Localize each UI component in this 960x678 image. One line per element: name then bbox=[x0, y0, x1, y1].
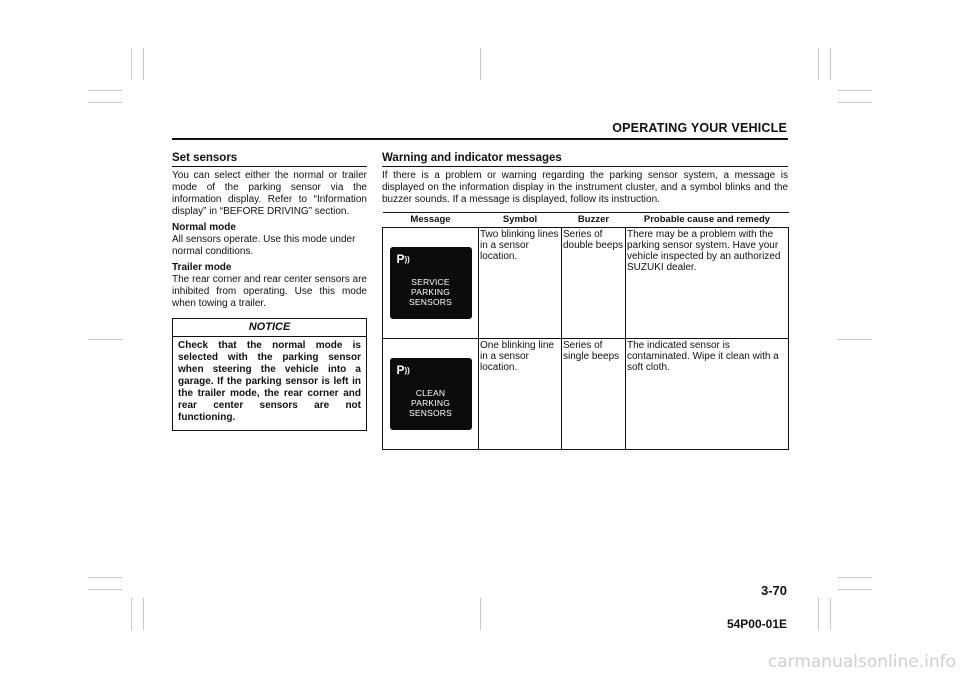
remedy-cell: The indicated sensor is contaminated. Wipe it clean with a soft cloth. bbox=[626, 339, 789, 450]
column-header-symbol: Symbol bbox=[479, 213, 562, 228]
remedy-cell: There may be a problem with the parking sensor system. Have your vehicle inspected by an authorized SUZUKI dealer. bbox=[626, 228, 789, 339]
warning-messages-heading: Warning and indicator messages bbox=[382, 152, 788, 167]
watermark: carmanualsonline.info bbox=[767, 652, 956, 672]
document-code: 54P00-01E bbox=[726, 617, 787, 631]
right-column bbox=[382, 152, 788, 450]
column-header-buzzer: Buzzer bbox=[562, 213, 626, 228]
crop-mark bbox=[143, 48, 144, 80]
crop-mark bbox=[838, 339, 872, 340]
page-number: 3-70 bbox=[760, 583, 787, 598]
symbol-cell: Two blinking lines in a sensor location. bbox=[479, 228, 562, 339]
notice-box bbox=[172, 318, 367, 431]
crop-mark bbox=[143, 598, 144, 630]
display-line: SENSORS bbox=[409, 408, 452, 418]
warning-messages-intro: If there is a problem or warning regarding the parking sensor system, a message is displayed on the information display in the instrument cluster, and a symbol blinks and the buzzer sounds. If a message is displayed, follow its instruction. bbox=[382, 170, 788, 205]
normal-mode-title: Normal mode bbox=[172, 222, 236, 233]
header-rule bbox=[172, 138, 788, 140]
normal-mode-text: All sensors operate. Use this mode under normal conditions. bbox=[172, 234, 356, 257]
crop-mark bbox=[838, 102, 872, 103]
crop-mark bbox=[830, 48, 831, 80]
set-sensors-intro: You can select either the normal or trailer mode of the parking sensor via the information display. Refer to “Information display” in “BEFORE DRIVING” section. bbox=[172, 170, 367, 217]
crop-mark bbox=[830, 598, 831, 630]
message-cell bbox=[383, 228, 479, 339]
warning-table bbox=[382, 212, 789, 450]
crop-mark bbox=[88, 90, 122, 91]
service-parking-sensors-display bbox=[390, 247, 472, 319]
crop-mark bbox=[480, 598, 481, 630]
set-sensors-heading: Set sensors bbox=[172, 152, 367, 167]
table-row bbox=[383, 228, 789, 339]
column-header-message: Message bbox=[383, 213, 479, 228]
display-line: PARKING bbox=[410, 398, 451, 408]
crop-mark bbox=[838, 577, 872, 578]
crop-mark bbox=[838, 90, 872, 91]
symbol-cell: One blinking line in a sensor location. bbox=[479, 339, 562, 450]
crop-mark bbox=[480, 48, 481, 80]
parking-sensor-icon: P)) bbox=[396, 252, 410, 266]
display-line: SENSORS bbox=[409, 297, 452, 307]
table-row bbox=[383, 339, 789, 450]
display-line: CLEAN bbox=[415, 388, 446, 398]
display-line: SERVICE bbox=[411, 277, 450, 287]
parking-sensor-icon: P)) bbox=[396, 363, 410, 377]
buzzer-cell: Series of double beeps bbox=[562, 228, 626, 339]
notice-text: Check that the normal mode is selected with the parking sensor when steering the vehicle into a garage. If the parking sensor is left in the trailer mode, the rear corner and rear center sensors are not functioning. bbox=[178, 340, 361, 423]
crop-mark bbox=[88, 102, 122, 103]
buzzer-cell: Series of single beeps bbox=[562, 339, 626, 450]
crop-mark bbox=[88, 589, 122, 590]
trailer-mode-title: Trailer mode bbox=[172, 262, 232, 273]
crop-mark bbox=[88, 577, 122, 578]
section-header: OPERATING YOUR VEHICLE bbox=[612, 121, 787, 135]
clean-parking-sensors-display bbox=[390, 358, 472, 430]
table-header-row bbox=[383, 213, 789, 228]
left-column bbox=[172, 152, 367, 431]
crop-mark bbox=[818, 48, 819, 80]
display-line: PARKING bbox=[410, 287, 451, 297]
trailer-mode-text: The rear corner and rear center sensors are inhibited from operating. Use this mode when towing a trailer. bbox=[172, 274, 367, 309]
crop-mark bbox=[131, 48, 132, 80]
crop-mark bbox=[818, 598, 819, 630]
notice-title: NOTICE bbox=[173, 319, 366, 337]
crop-mark bbox=[131, 598, 132, 630]
crop-mark bbox=[88, 339, 122, 340]
crop-mark bbox=[838, 589, 872, 590]
message-cell bbox=[383, 339, 479, 450]
column-header-remedy: Probable cause and remedy bbox=[626, 213, 789, 228]
